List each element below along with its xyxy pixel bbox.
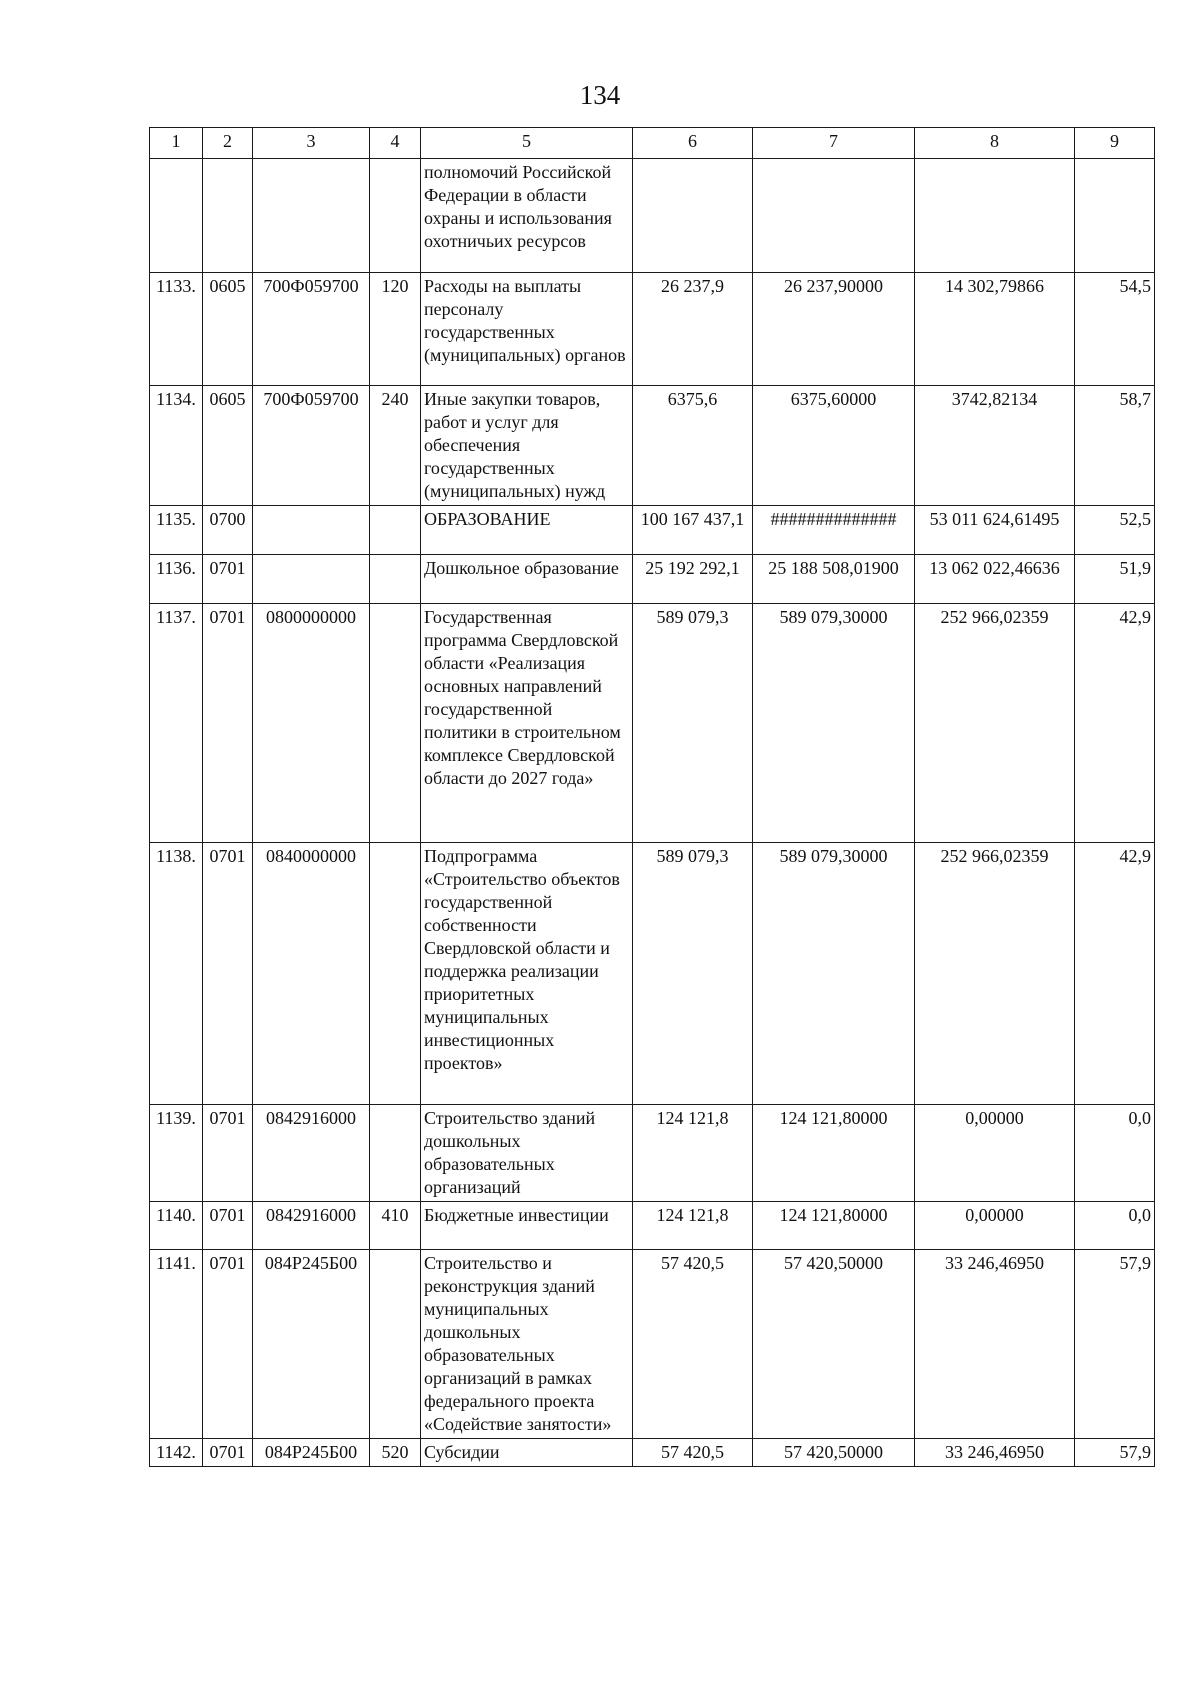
section-code-cell: 0701 (203, 1105, 253, 1202)
expense-type-cell: 520 (370, 1439, 421, 1467)
section-code-cell: 0605 (203, 386, 253, 506)
page-number: 134 (579, 80, 621, 110)
target-article-cell: 700Ф059700 (253, 273, 370, 386)
section-code-cell: 0701 (203, 1202, 253, 1250)
value-col6-cell: 100 167 437,1 (633, 506, 753, 555)
value-col6-cell: 589 079,3 (633, 843, 753, 1105)
section-code-cell: 0701 (203, 555, 253, 604)
row-number-cell: 1138. (150, 843, 203, 1105)
value-col8-cell: 33 246,46950 (915, 1250, 1075, 1439)
row-number-cell: 1133. (150, 273, 203, 386)
table-row (150, 604, 1155, 843)
item-name-cell: ОБРАЗОВАНИЕ (421, 506, 633, 555)
value-col8-cell: 3742,82134 (915, 386, 1075, 506)
value-col8-cell: 14 302,79866 (915, 273, 1075, 386)
item-name-cell: полномочий Российской Федерации в области охраны и использования охотничьих ресурсов (421, 159, 633, 273)
expense-type-cell (370, 1250, 421, 1439)
column-header: 7 (753, 128, 915, 159)
expense-type-cell: 410 (370, 1202, 421, 1250)
target-article-cell: 084P245Б00 (253, 1439, 370, 1467)
target-article-cell: 0842916000 (253, 1202, 370, 1250)
value-col6-cell: 57 420,5 (633, 1439, 753, 1467)
percent-cell: 57,9 (1075, 1250, 1155, 1439)
target-article-cell (253, 555, 370, 604)
row-number-cell (150, 159, 203, 273)
value-col7-cell: 25 188 508,01900 (753, 555, 915, 604)
expense-type-cell: 120 (370, 273, 421, 386)
row-number-cell: 1134. (150, 386, 203, 506)
column-header: 9 (1075, 128, 1155, 159)
item-name-cell: Подпрограмма «Строительство объектов государственной собственности Свердловской области и поддержка реализации приоритетных муниципальных инвестиционных проектов» (421, 843, 633, 1105)
value-col8-cell: 0,00000 (915, 1105, 1075, 1202)
target-article-cell (253, 506, 370, 555)
table-row (150, 843, 1155, 1105)
header-row (150, 128, 1155, 159)
percent-cell: 42,9 (1075, 843, 1155, 1105)
item-name-cell: Бюджетные инвестиции (421, 1202, 633, 1250)
expense-type-cell (370, 843, 421, 1105)
expense-type-cell (370, 506, 421, 555)
value-col8-cell: 252 966,02359 (915, 843, 1075, 1105)
table-row (150, 1105, 1155, 1202)
value-col7-cell: 6375,60000 (753, 386, 915, 506)
percent-cell (1075, 159, 1155, 273)
value-col6-cell: 124 121,8 (633, 1202, 753, 1250)
row-number-cell: 1142. (150, 1439, 203, 1467)
table-row (150, 159, 1155, 273)
percent-cell: 54,5 (1075, 273, 1155, 386)
column-header: 6 (633, 128, 753, 159)
expense-type-cell: 240 (370, 386, 421, 506)
row-number-cell: 1136. (150, 555, 203, 604)
table-row (150, 386, 1155, 506)
value-col7-cell: 26 237,90000 (753, 273, 915, 386)
column-header: 2 (203, 128, 253, 159)
row-number-cell: 1139. (150, 1105, 203, 1202)
column-header: 8 (915, 128, 1075, 159)
expense-type-cell (370, 1105, 421, 1202)
budget-table (149, 127, 1155, 1467)
value-col8-cell: 13 062 022,46636 (915, 555, 1075, 604)
value-col7-cell: 57 420,50000 (753, 1439, 915, 1467)
item-name-cell: Государственная программа Свердловской области «Реализация основных направлений государственной политики в строительном комплексе Свердловской области до 2027 года» (421, 604, 633, 843)
row-number-cell: 1140. (150, 1202, 203, 1250)
target-article-cell: 0842916000 (253, 1105, 370, 1202)
target-article-cell: 0800000000 (253, 604, 370, 843)
section-code-cell: 0700 (203, 506, 253, 555)
expense-type-cell (370, 604, 421, 843)
table-row (150, 1250, 1155, 1439)
percent-cell: 58,7 (1075, 386, 1155, 506)
percent-cell: 0,0 (1075, 1105, 1155, 1202)
target-article-cell: 0840000000 (253, 843, 370, 1105)
item-name-cell: Расходы на выплаты персоналу государственных (муниципальных) органов (421, 273, 633, 386)
column-header: 1 (150, 128, 203, 159)
table-body (150, 159, 1155, 1467)
section-code-cell: 0701 (203, 1250, 253, 1439)
item-name-cell: Иные закупки товаров, работ и услуг для обеспечения государственных (муниципальных) нужд (421, 386, 633, 506)
value-col6-cell: 25 192 292,1 (633, 555, 753, 604)
value-col8-cell: 33 246,46950 (915, 1439, 1075, 1467)
item-name-cell: Строительство и реконструкция зданий муниципальных дошкольных образовательных организаций в рамках федерального проекта «Содействие занятости» (421, 1250, 633, 1439)
value-col6-cell (633, 159, 753, 273)
expense-type-cell (370, 555, 421, 604)
row-number-cell: 1135. (150, 506, 203, 555)
section-code-cell (203, 159, 253, 273)
value-col7-cell (753, 159, 915, 273)
value-col6-cell: 589 079,3 (633, 604, 753, 843)
row-number-cell: 1137. (150, 604, 203, 843)
value-col7-cell: 124 121,80000 (753, 1105, 915, 1202)
target-article-cell (253, 159, 370, 273)
value-col7-cell: ############## (753, 506, 915, 555)
value-col7-cell: 589 079,30000 (753, 604, 915, 843)
value-col8-cell: 252 966,02359 (915, 604, 1075, 843)
column-header: 5 (421, 128, 633, 159)
section-code-cell: 0701 (203, 604, 253, 843)
section-code-cell: 0701 (203, 1439, 253, 1467)
section-code-cell: 0701 (203, 843, 253, 1105)
table-row (150, 555, 1155, 604)
percent-cell: 0,0 (1075, 1202, 1155, 1250)
table-row (150, 506, 1155, 555)
section-code-cell: 0605 (203, 273, 253, 386)
percent-cell: 57,9 (1075, 1439, 1155, 1467)
item-name-cell: Субсидии (421, 1439, 633, 1467)
value-col7-cell: 57 420,50000 (753, 1250, 915, 1439)
item-name-cell: Дошкольное образование (421, 555, 633, 604)
value-col6-cell: 124 121,8 (633, 1105, 753, 1202)
percent-cell: 51,9 (1075, 555, 1155, 604)
value-col6-cell: 6375,6 (633, 386, 753, 506)
table-row (150, 1439, 1155, 1467)
target-article-cell: 700Ф059700 (253, 386, 370, 506)
percent-cell: 52,5 (1075, 506, 1155, 555)
value-col6-cell: 57 420,5 (633, 1250, 753, 1439)
item-name-cell: Строительство зданий дошкольных образовательных организаций (421, 1105, 633, 1202)
column-header: 3 (253, 128, 370, 159)
value-col8-cell: 53 011 624,61495 (915, 506, 1075, 555)
value-col7-cell: 124 121,80000 (753, 1202, 915, 1250)
column-header: 4 (370, 128, 421, 159)
value-col8-cell (915, 159, 1075, 273)
table-row (150, 1202, 1155, 1250)
value-col6-cell: 26 237,9 (633, 273, 753, 386)
percent-cell: 42,9 (1075, 604, 1155, 843)
value-col8-cell: 0,00000 (915, 1202, 1075, 1250)
table-row (150, 273, 1155, 386)
value-col7-cell: 589 079,30000 (753, 843, 915, 1105)
target-article-cell: 084P245Б00 (253, 1250, 370, 1439)
expense-type-cell (370, 159, 421, 273)
row-number-cell: 1141. (150, 1250, 203, 1439)
